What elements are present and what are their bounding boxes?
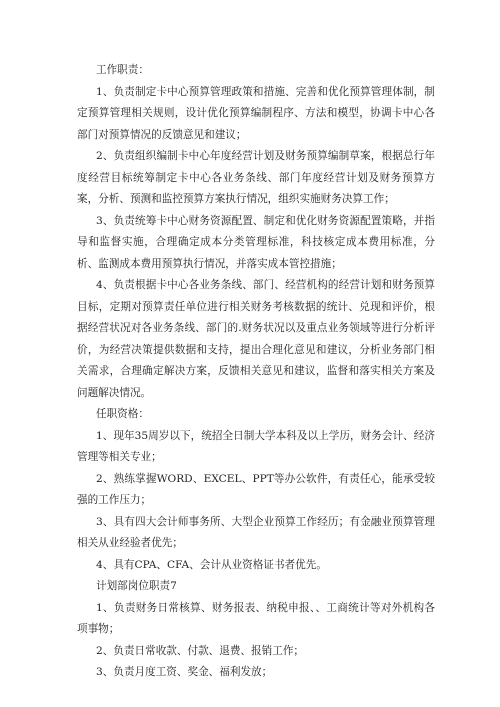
qualification-item-3: 3、具有四大会计师事务所、大型企业预算工作经历；有金融业预算管理相关从业经验者优先； xyxy=(77,515,435,549)
section-7-item-1: 1、负责财务日常核算、财务报表、纳税申报、、工商统计等对外机构各项事物； xyxy=(77,601,435,635)
qualification-item-2: 2、熟练掌握WORD、EXCEL、PPT等办公软件，有责任心，能承受较强的工作压力； xyxy=(77,472,435,506)
qualification-item-4: 4、具有CPA、CFA、会计从业资格证书者优先。 xyxy=(96,558,327,571)
section-7-item-2: 2、负责日常收款、付款、退费、报销工作； xyxy=(96,644,305,657)
duty-item-1: 1、负责制定卡中心预算管理政策和措施、完善和优化预算管理体制，制定预算管理相关规则，设计优化预算编制程序、方法和模型，协调卡中心各部门对预算情况的反馈意见和建议； xyxy=(77,85,435,141)
duty-item-2: 2、负责组织编制卡中心年度经营计划及财务预算编制草案，根据总行年度经营目标统筹制定卡中心各业务条线、部门年度经营计划及财务预算方案，分析、预测和监控预算方案执行情况，组织实施财务决算工作； xyxy=(77,150,435,205)
section-7-item-3: 3、负责月度工资、奖金、福利发放； xyxy=(96,666,273,678)
duties-heading: 工作职责： xyxy=(96,64,149,76)
qualification-item-1: 1、现年35周岁以下，统招全日制大学本科及以上学历，财务会计、经济管理等相关专业； xyxy=(77,429,435,463)
section-7-title: 计划部岗位职责7 xyxy=(96,580,177,592)
document-body xyxy=(77,60,435,684)
qualifications-heading: 任职资格： xyxy=(96,408,149,420)
duty-item-4: 4、负责根据卡中心各业务条线、部门、经营机构的经营计划和财务预算目标，定期对预算责任单位进行相关财务考核数据的统计、兑现和评价，根据经营状况对各业务条线、部门的.财务状况以及重点业务领域等进行分析评价，为经营决策提供数据和支持，提出合理化意见和建议，分析业务部门相关需求，合理确定解决方案，反馈相关意见和建议，监督和落实相关方案及问题解决情况。 xyxy=(77,279,435,399)
duty-item-3: 3、负责统筹卡中心财务资源配置、制定和优化财务资源配置策略，并指导和监督实施，合理确定成本分类管理标准，科技核定成本费用标准，分析、监测成本费用预算执行情况，并落实成本管控措施； xyxy=(77,214,435,270)
